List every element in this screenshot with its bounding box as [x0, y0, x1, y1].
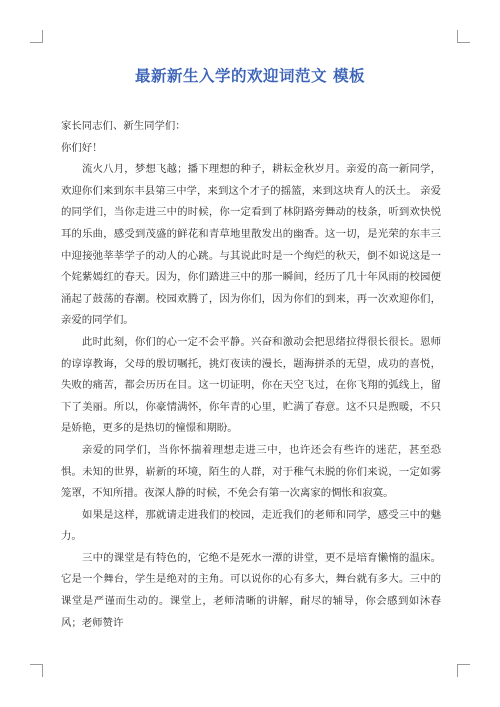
crop-mark-top-right: [457, 30, 470, 43]
crop-mark-bottom-right: [457, 664, 470, 677]
salutation: 家长同志们、新生同学们：: [61, 120, 186, 132]
greeting: 你们好！: [61, 141, 103, 154]
paragraph-5: 三中的课堂是有特色的，它绝不是死水一潭的讲堂，更不是培育懒惰的温床。它是一个舞台，学生是绝对的主角。可以说你的心有多大，舞台就有多大。三中的课堂是严谨而生动的。课堂上，老师清晰的讲解，耐尽的辅导，你会感到如沐春风；老师赞许: [61, 551, 441, 629]
crop-mark-bottom-left: [30, 664, 43, 677]
paragraph-2: 此时此刻，你们的心一定不会平静。兴奋和激动会把思绪拉得很长很长。恩师的谆谆教诲，父母的殷切嘱托，挑灯夜读的漫长，题海拼杀的无望，成功的喜悦，失败的痛苦，都会历历在目。这一切证明，你在天空飞过，在你飞翔的弧线上，留下了美丽。所以，你豪情满怀，你年青的心里，贮满了春意。这不只是煦暖，不只是娇艳，更多的是热切的憧憬和期盼。: [61, 335, 441, 435]
crop-mark-top-left: [30, 30, 43, 43]
paragraph-3: 亲爱的同学们，当你怀揣着理想走进三中，也许还会有些许的迷茫，甚至恐惧。未知的世界，崭新的环境，陌生的人群，对于稚气未脱的你们来说，一定如雾笼罩，不知所措。夜深人静的时候，不免会有第一次离家的惆怅和寂寞。: [61, 443, 441, 500]
paragraph-1: 流火八月，梦想飞越；播下理想的种子，耕耘金秋岁月。亲爱的高一新同学，欢迎你们来到东丰县第三中学，来到这个才子的摇篮，来到这块育人的沃土。 亲爱的同学们，当你走进三中的时候，你一定看到了林阴路旁舞动的枝条，听到欢快悦耳的乐曲，感受到茂盛的鲜花和青草地里散发出的幽香。这一切，是光荣的东丰三中迎接弛莘莘学子的动人的心跳。与其说此时是一个绚烂的秋天，倒不如说这是一个姹紫嫣红的春天。因为，你们踏进三中的那一瞬间，经历了几十年风雨的校园便涌起了鼓荡的春潮。校园欢腾了，因为你们，因为你们的到来，再一次欢迎你们，亲爱的同学们。: [61, 163, 441, 327]
document-body: [61, 116, 441, 634]
paragraph-4: 如果是这样，那就请走进我们的校园，走近我们的老师和同学，感受三中的魅力。: [61, 508, 441, 543]
document-title: 最新新生入学的欢迎词范文 模板: [135, 67, 365, 85]
